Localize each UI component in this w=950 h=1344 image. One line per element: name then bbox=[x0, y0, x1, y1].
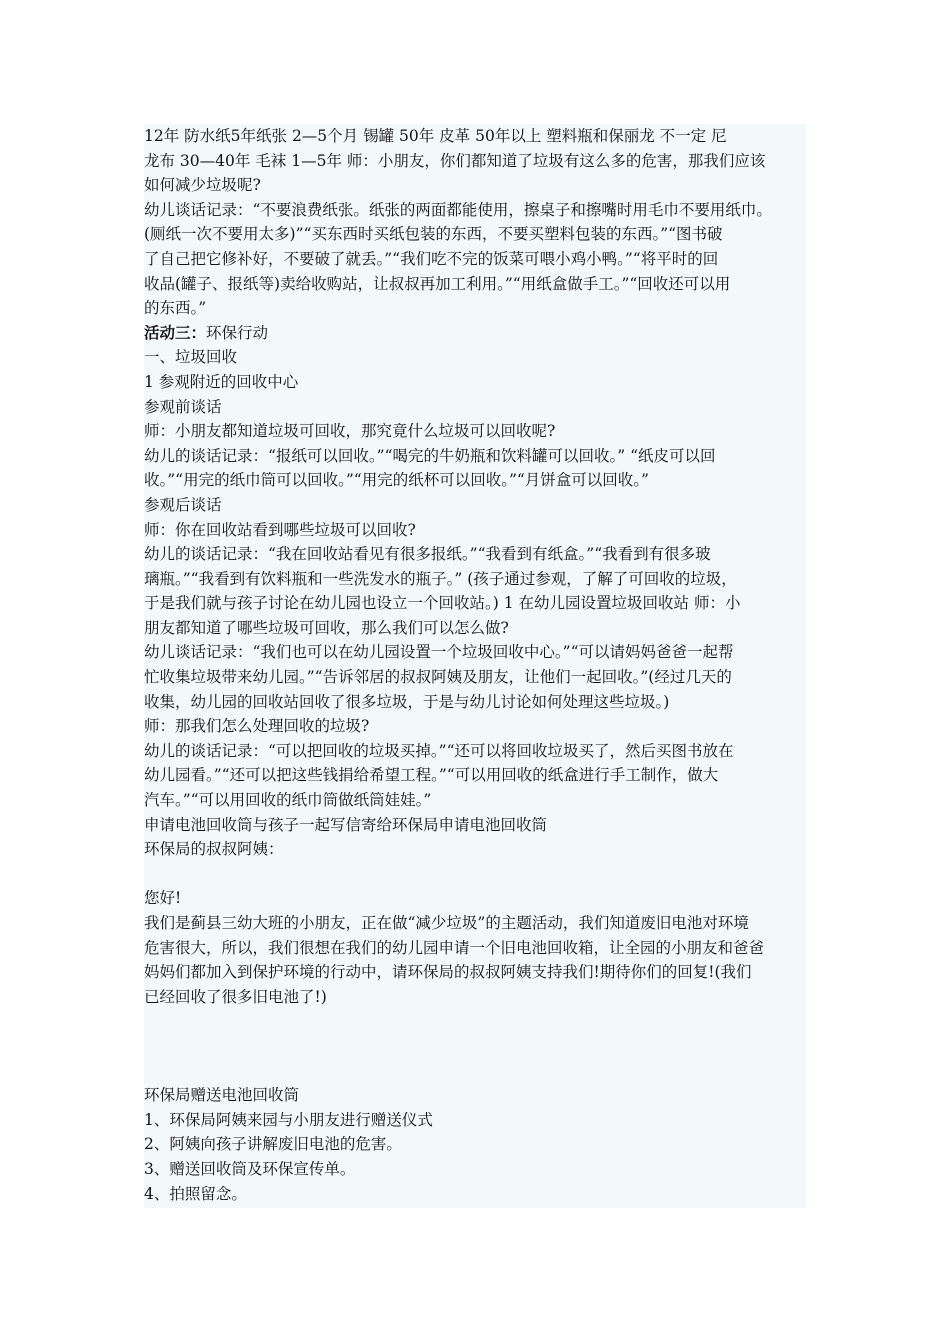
text-line: 4、拍照留念。 bbox=[144, 1184, 247, 1203]
text-line: 汽车。”“可以用回收的纸巾筒做纸筒娃娃。” bbox=[144, 791, 432, 810]
text-line: 幼儿谈话记录：“我们也可以在幼儿园设置一个垃圾回收中心。”“可以请妈妈爸爸一起帮 bbox=[144, 643, 734, 662]
text-line: 已经回收了很多旧电池了!) bbox=[144, 987, 327, 1006]
text-line bbox=[144, 321, 806, 346]
text-line: 一、垃圾回收 bbox=[144, 348, 238, 367]
text-line: 1 参观附近的回收中心 bbox=[144, 372, 299, 391]
text-line: 1、环保局阿姨来园与小朋友进行赠送仪式 bbox=[144, 1110, 433, 1129]
blank-line bbox=[144, 1009, 806, 1034]
text-line: 如何减少垃圾呢? bbox=[144, 176, 261, 195]
text-line: 收集，幼儿园的回收站回收了很多垃圾，于是与幼儿讨论如何处理这些垃圾。) bbox=[144, 692, 670, 711]
blank-line bbox=[144, 1034, 806, 1059]
text-line: (厕纸一次不要用太多)”“买东西时买纸包装的东西，不要买塑料包装的东西。”“图书破 bbox=[144, 225, 723, 244]
blank-line bbox=[144, 862, 806, 887]
text-line: 幼儿的谈话记录：“报纸可以回收。”“喝完的牛奶瓶和饮料罐可以回收。” “纸皮可以回 bbox=[144, 446, 716, 465]
text-line: 于是我们就与孩子讨论在幼儿园也设立一个回收站。) 1 在幼儿园设置垃圾回收站 师：小 bbox=[144, 594, 741, 613]
text-line: 师：那我们怎么处理回收的垃圾? bbox=[144, 717, 370, 736]
text-line: 忙收集垃圾带来幼儿园。”“告诉邻居的叔叔阿姨及朋友，让他们一起回收。”(经过几天的 bbox=[144, 668, 732, 687]
text-line: 妈妈们都加入到保护环境的行动中，请环保局的叔叔阿姨支持我们!期待你们的回复!(我们 bbox=[144, 963, 752, 982]
text-line: 我们是蓟县三幼大班的小朋友，正在做“减少垃圾”的主题活动，我们知道废旧电池对环境 bbox=[144, 914, 749, 932]
text-line: 参观后谈话 bbox=[144, 495, 222, 514]
document-body bbox=[144, 124, 806, 1208]
text-line: 参观前谈话 bbox=[144, 397, 222, 416]
text-line: 璃瓶。”“我看到有饮料瓶和一些洗发水的瓶子。” (孩子通过参观，了解了可回收的垃圾， bbox=[144, 569, 737, 588]
section-heading-title: 环保行动 bbox=[206, 323, 269, 342]
text-line: 您好! bbox=[144, 889, 182, 908]
text-line: 幼儿的谈话记录：“可以把回收的垃圾买掉。”“还可以将回收垃圾买了，然后买图书放在 bbox=[144, 741, 734, 760]
text-line: 2、阿姨向孩子讲解废旧电池的危害。 bbox=[144, 1135, 402, 1154]
text-line: 3、赠送回收筒及环保宣传单。 bbox=[144, 1159, 356, 1178]
text-line: 收品(罐子、报纸等)卖给收购站，让叔叔再加工利用。”“用纸盒做手工。”“回收还可以用 bbox=[144, 274, 731, 293]
text-line: 幼儿园看。”“还可以把这些钱捐给希望工程。”“可以用回收的纸盒进行手工制作，做大 bbox=[144, 766, 719, 785]
text-line: 幼儿的谈话记录：“我在回收站看见有很多报纸。”“我看到有纸盒。”“我看到有很多玻 bbox=[144, 545, 711, 564]
text-line: 申请电池回收筒与孩子一起写信寄给环保局申请电池回收筒 bbox=[144, 815, 548, 834]
text-line: 了自己把它修补好，不要破了就丢。”“我们吃不完的饭菜可喂小鸡小鸭。”“将平时的回 bbox=[144, 249, 719, 268]
text-line: 环保局的叔叔阿姨： bbox=[144, 840, 284, 859]
text-line: 师：小朋友都知道垃圾可回收，那究竟什么垃圾可以回收呢? bbox=[144, 422, 556, 441]
text-line: 朋友都知道了哪些垃圾可回收，那么我们可以怎么做? bbox=[144, 618, 509, 637]
text-line: 的东西。” bbox=[144, 299, 207, 318]
text-line: 收。”“用完的纸巾筒可以回收。”“用完的纸杯可以回收。”“月饼盒可以回收。” bbox=[144, 471, 649, 490]
text-line: 12年 防水纸5年纸张 2—5个月 锡罐 50年 皮革 50年以上 塑料瓶和保丽龙 不一定 尼 bbox=[144, 127, 727, 145]
text-line: 环保局赠送电池回收筒 bbox=[144, 1086, 300, 1105]
text-line: 危害很大，所以，我们很想在我们的幼儿园申请一个旧电池回收箱，让全园的小朋友和爸爸 bbox=[144, 938, 765, 957]
text-line: 龙布 30—40年 毛袜 1—5年 师：小朋友，你们都知道了垃圾有这么多的危害，那我们应该 bbox=[144, 151, 766, 170]
blank-line bbox=[144, 1059, 806, 1084]
text-line: 师：你在回收站看到哪些垃圾可以回收? bbox=[144, 520, 416, 539]
text-line: 幼儿谈话记录：“不要浪费纸张。纸张的两面都能使用，擦桌子和擦嘴时用毛巾不要用纸巾。 bbox=[144, 200, 772, 219]
section-heading: 活动三： bbox=[144, 322, 207, 342]
